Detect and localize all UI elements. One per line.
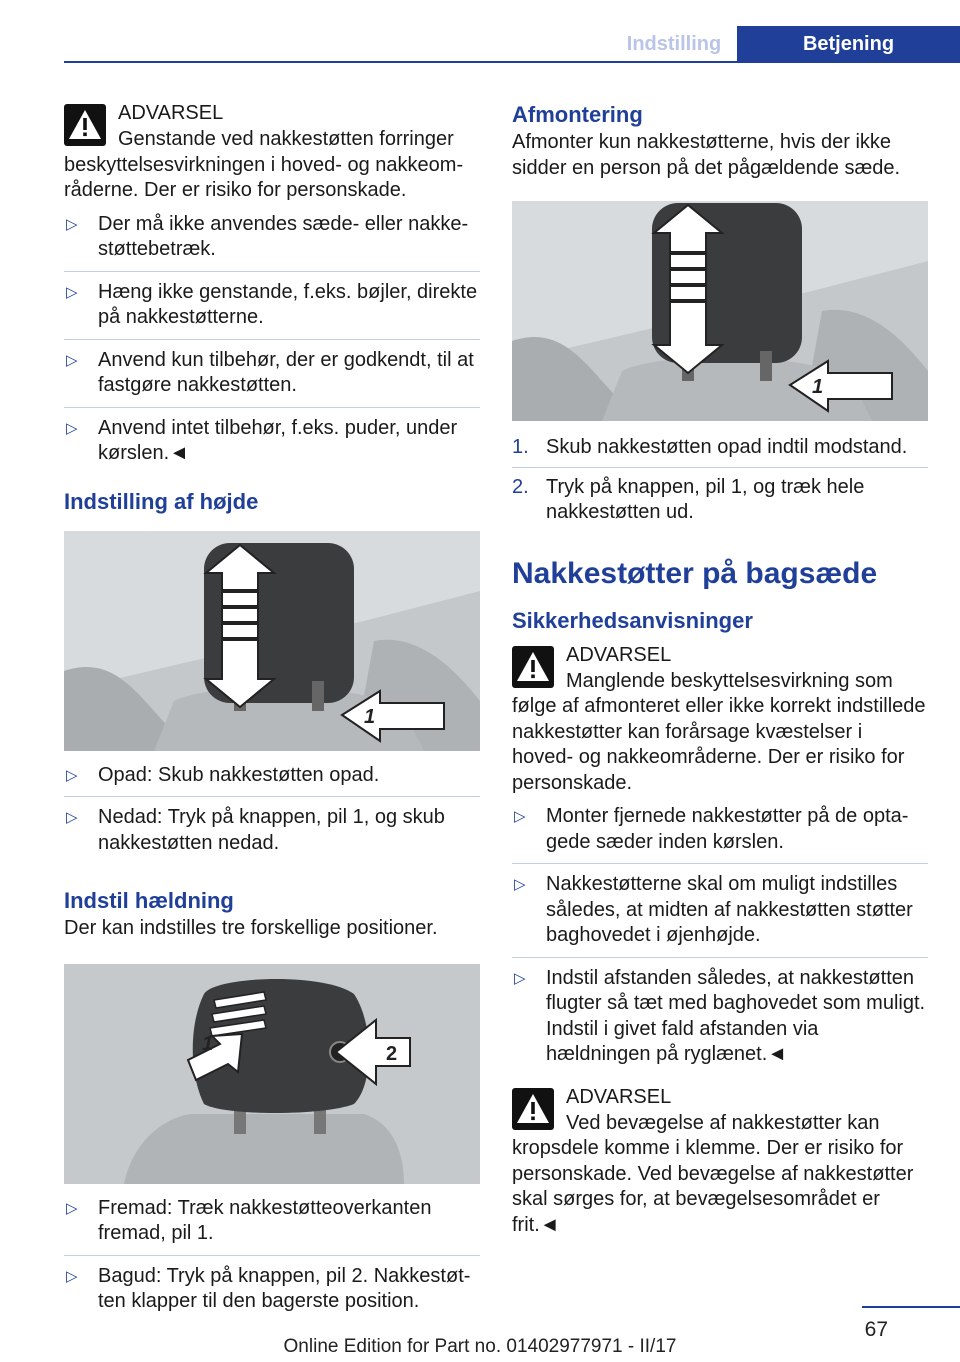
list-item <box>64 1196 480 1247</box>
list-item-text: Indstil afstanden således, at nakkestøtten flugter så tæt med baghovedet som muligt. Indstil i givet fald afstanden via hældningen på ryglænet.◄ <box>546 966 926 1065</box>
list-item-text: Opad: Skub nakkestøtten opad. <box>98 763 380 786</box>
left-column <box>64 100 480 1315</box>
page-number: 67 <box>864 1318 888 1341</box>
list-item <box>64 416 480 467</box>
arrow-label-1: 1 <box>364 705 376 728</box>
edition-footer: Online Edition for Part no. 01402977971 - II/17 <box>283 1336 677 1357</box>
list-item-text: Fremad: Træk nakkestøtteoverkanten fremad, pil 1. <box>98 1196 432 1244</box>
triangle-bullet-icon: ▷ <box>66 215 78 233</box>
triangle-bullet-icon: ▷ <box>514 969 526 987</box>
list-item-text: Bagud: Tryk på knappen, pil 2. Nakkestøtten klapper til den bagerste position. <box>98 1264 471 1312</box>
list-item-text: Nakkestøtterne skal om muligt indstilles således, at midten af nakkestøtten støtter baghovedet i øjenhøjde. <box>546 873 913 946</box>
list-item <box>512 804 928 855</box>
arrow-label-1: 1 <box>202 1032 214 1055</box>
triangle-bullet-icon: ▷ <box>66 419 78 437</box>
triangle-bullet-icon: ▷ <box>66 351 78 369</box>
divider <box>64 1255 480 1256</box>
list-item-text: Nedad: Tryk på knappen, pil 1, og skub nakkestøtten nedad. <box>98 806 445 854</box>
list-item <box>64 1264 480 1315</box>
section-heading-rear: Nakkestøtter på bagsæde <box>512 556 878 590</box>
list-item <box>512 966 928 1068</box>
list-item-text: Tryk på knappen, pil 1, og træk hele nakkestøtten ud. <box>546 475 865 523</box>
header-section-tab[interactable]: Indstilling <box>626 33 722 55</box>
divider <box>64 407 480 408</box>
list-item <box>512 435 928 461</box>
warning-box-objects <box>64 100 480 467</box>
list-item-text: Hæng ikke genstande, f.eks. bøjler, direkte på nakkestøtterne. <box>98 280 478 328</box>
warning-box-pinch <box>512 1084 928 1239</box>
warning-triangle-icon <box>64 104 106 146</box>
warning-box-missing <box>512 642 928 1068</box>
triangle-bullet-icon: ▷ <box>66 809 78 826</box>
list-item-text: Monter fjernede nakkestøtter på de optagede sæder inden kørslen. <box>546 805 909 853</box>
list-item <box>64 212 480 263</box>
divider <box>64 271 480 272</box>
section-heading-removal: Afmontering <box>512 102 643 127</box>
arrow-label-1: 1 <box>812 376 824 398</box>
triangle-bullet-icon: ▷ <box>514 876 526 893</box>
warning-triangle-icon <box>512 646 554 688</box>
warning-title: ADVARSEL <box>566 1085 672 1108</box>
warning-title: ADVARSEL <box>118 102 224 124</box>
section-heading-safety: Sikkerhedsanvisninger <box>512 607 753 633</box>
headrest-tilt-figure <box>64 964 480 1184</box>
warning-title: ADVARSEL <box>566 643 672 666</box>
section-heading-tilt: Indstil hældning <box>64 888 234 913</box>
warning-body: Ved bevægelse af nakkestøtter kan kropsdele komme i klemme. Der er risiko for personskade. Ved bevægelse af nakkestøtter skal sørges for, at bevægelsesområdet er frit.◄ <box>512 1111 914 1236</box>
triangle-bullet-icon: ▷ <box>66 1199 78 1217</box>
tilt-intro: Der kan indstilles tre forskellige positioner. <box>64 917 438 939</box>
headrest-height-figure <box>64 531 480 751</box>
list-item-text: Skub nakkestøtten opad indtil modstand. <box>546 436 908 458</box>
divider <box>512 957 928 958</box>
list-item <box>512 475 928 526</box>
list-item-text: Anvend kun tilbehør, der er godkendt, til at fastgøre nakkestøtten. <box>98 348 474 396</box>
page-number-rule <box>862 1306 960 1308</box>
removal-intro: Afmonter kun nakkestøtterne, hvis der ikke sidder en person på det pågældende sæde. <box>512 131 901 179</box>
divider <box>64 796 480 797</box>
step-number: 2. <box>512 475 529 498</box>
header-chapter-tab[interactable]: Betjening <box>737 26 960 62</box>
divider <box>512 863 928 864</box>
list-item-text: Der må ikke anvendes sæde- eller nakkestøttebetræk. <box>98 212 469 260</box>
header-rule <box>64 61 960 63</box>
list-item <box>64 348 480 399</box>
divider <box>64 339 480 340</box>
warning-body: Manglende beskyttelsesvirkning som følge af afmonteret eller ikke korrekt indstillede nakkestøtter kan forårsage kvæstelser i hoved- og nakkeområderne. Der er risiko for personskade. <box>512 669 926 794</box>
list-item <box>512 872 928 949</box>
triangle-bullet-icon: ▷ <box>514 808 526 825</box>
headrest-removal-figure <box>512 201 928 421</box>
warning-triangle-icon <box>512 1088 554 1130</box>
list-item <box>64 763 480 789</box>
list-item <box>64 805 480 856</box>
step-number: 1. <box>512 436 529 458</box>
right-column <box>512 100 928 1252</box>
arrow-label-2: 2 <box>386 1042 398 1065</box>
list-item <box>64 280 480 331</box>
warning-body: Genstande ved nakkestøtten forringer beskyttelsesvirkningen i hoved- og nakkeområderne. Der er risiko for personskade. <box>64 128 464 201</box>
list-item-text: Anvend intet tilbehør, f.eks. puder, under kørslen.◄ <box>98 416 458 464</box>
triangle-bullet-icon: ▷ <box>66 766 78 784</box>
triangle-bullet-icon: ▷ <box>66 1267 78 1285</box>
section-heading-height: Indstilling af højde <box>64 488 259 514</box>
triangle-bullet-icon: ▷ <box>66 283 78 301</box>
divider <box>512 467 928 468</box>
